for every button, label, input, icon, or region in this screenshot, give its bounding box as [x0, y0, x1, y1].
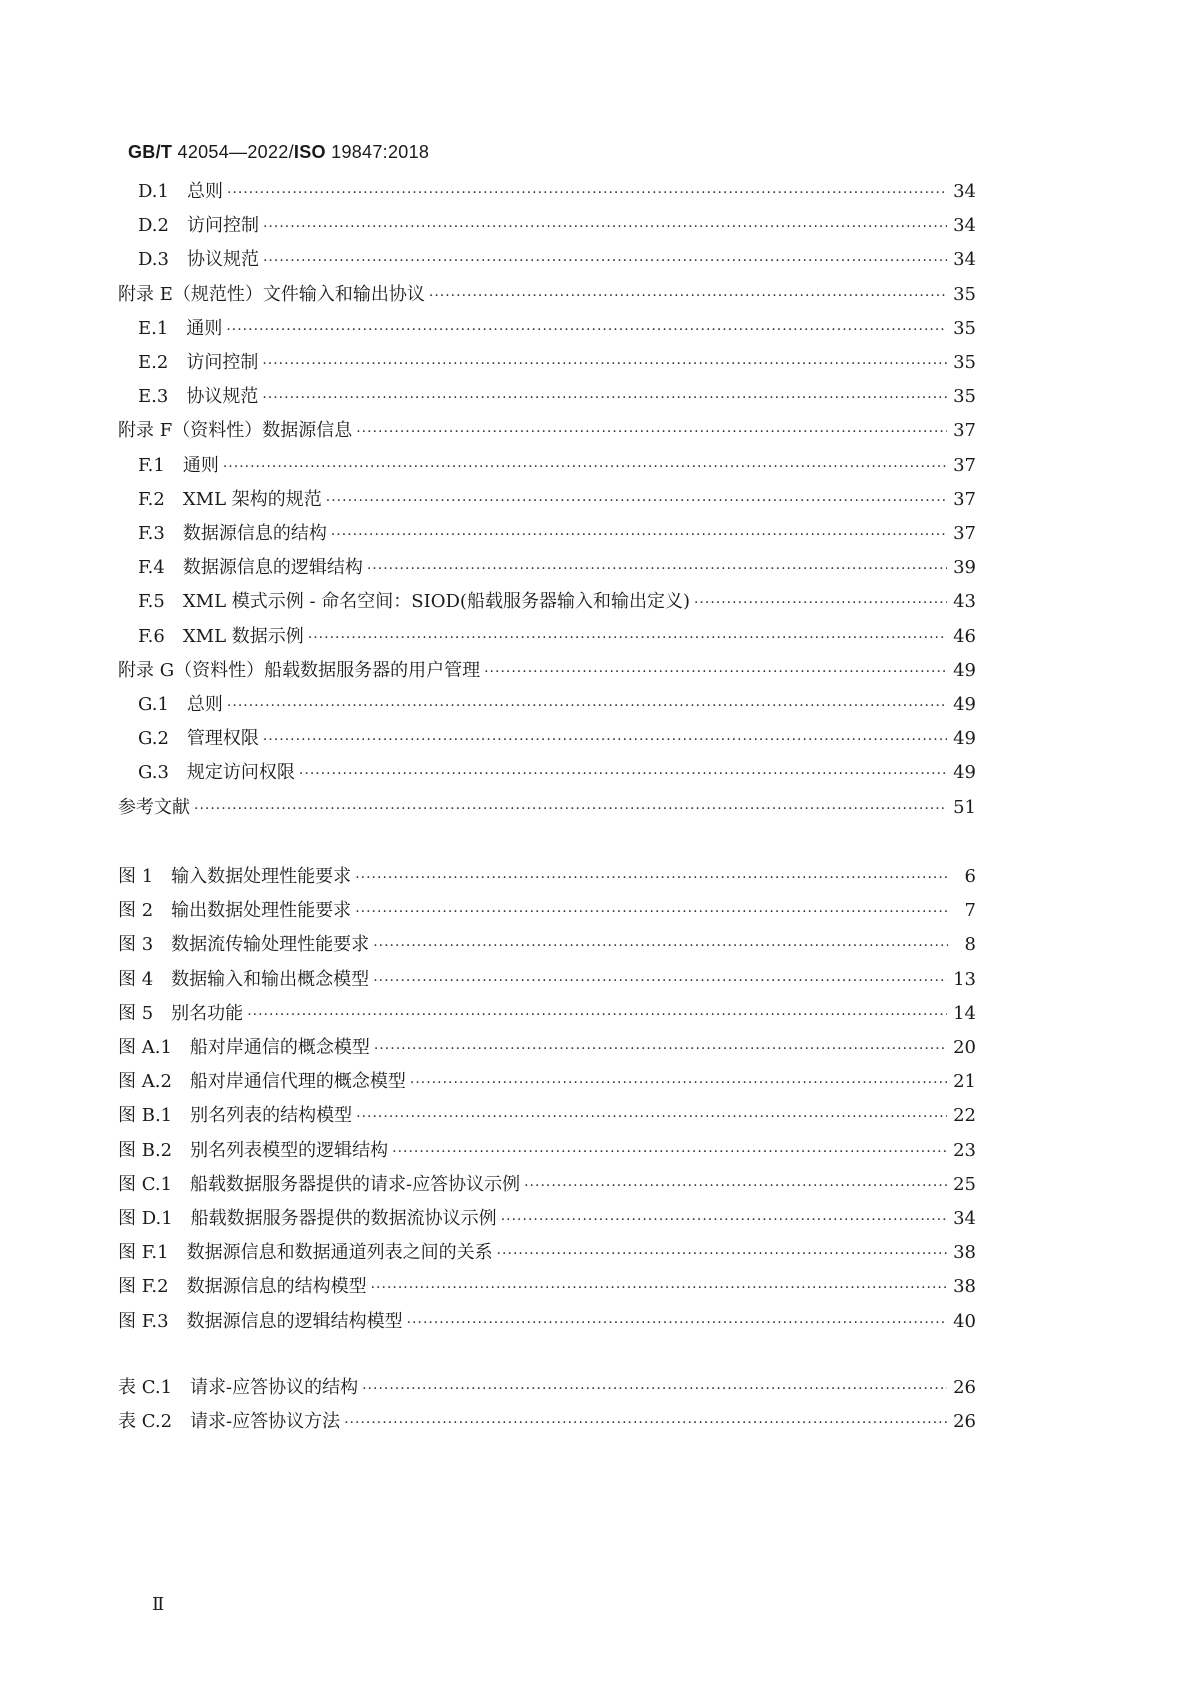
toc-entry[interactable]	[118, 1001, 976, 1027]
toc-entry[interactable]	[138, 555, 976, 581]
toc-entry[interactable]	[118, 282, 976, 308]
toc-entry[interactable]	[118, 1409, 976, 1435]
toc-leader-dots	[484, 659, 947, 685]
toc-leader-dots	[262, 351, 947, 377]
toc-entry-label: 图 F.2 数据源信息的结构模型	[118, 1276, 367, 1298]
toc-entry-label: 图 2 输出数据处理性能要求	[118, 900, 352, 922]
toc-entry-label: D.1 总则	[138, 181, 223, 202]
toc-entry[interactable]	[138, 179, 976, 205]
toc-leader-dots	[524, 1173, 947, 1199]
toc-entry-page: 49	[953, 659, 976, 681]
toc-leader-dots	[429, 283, 947, 309]
toc-leader-dots	[355, 899, 948, 925]
toc-entry-page: 34	[953, 1208, 976, 1229]
toc-entry-label: 参考文献	[118, 796, 190, 818]
toc-entry-label: F.5 XML 模式示例 - 命名空间：SIOD(船载服务器输入和输出定义)	[138, 591, 690, 613]
toc-leader-dots	[371, 1275, 948, 1301]
toc-entry[interactable]	[138, 213, 976, 239]
toc-entry[interactable]	[118, 1103, 976, 1129]
toc-entry[interactable]	[138, 350, 976, 376]
toc-entry-label: 图 A.1 船对岸通信的概念模型	[118, 1037, 370, 1058]
toc-leader-dots	[374, 1036, 947, 1062]
toc-entry[interactable]	[138, 726, 976, 752]
toc-leader-dots	[497, 1241, 948, 1267]
toc-leader-dots	[326, 488, 947, 514]
toc-leader-dots	[410, 1070, 947, 1096]
toc-entry-page: 22	[953, 1105, 976, 1127]
iso-code: 19847:2018	[325, 142, 430, 162]
toc-entry-label: 图 F.3 数据源信息的逻辑结构模型	[118, 1310, 403, 1332]
toc-leader-dots	[227, 693, 947, 719]
toc-entry-label: 附录 E（规范性）文件输入和输出协议	[118, 283, 425, 305]
toc-entry-page: 6	[964, 866, 976, 887]
toc-entry-page: 35	[953, 352, 976, 373]
toc-entry[interactable]	[118, 1309, 976, 1335]
toc-leader-dots	[263, 727, 947, 753]
toc-entry-page: 34	[953, 181, 976, 202]
toc-entry-label: 附录 F（资料性）数据源信息	[118, 420, 353, 442]
toc-entry-page: 51	[953, 796, 976, 818]
toc-entry[interactable]	[118, 418, 976, 444]
toc-entry-page: 14	[953, 1002, 976, 1024]
toc-entry[interactable]	[118, 1240, 976, 1266]
toc-entry-label: F.6 XML 数据示例	[138, 625, 304, 647]
toc-entry-page: 40	[953, 1310, 976, 1332]
toc-entry-page: 34	[953, 215, 976, 237]
toc-entry-page: 26	[953, 1377, 976, 1398]
toc-entry-page: 49	[953, 728, 976, 750]
toc-entry[interactable]	[138, 384, 976, 410]
toc-entry-page: 38	[953, 1242, 976, 1264]
toc-entry[interactable]	[118, 967, 976, 993]
toc-entry-page: 39	[953, 557, 976, 579]
page-number: Ⅱ	[152, 1594, 165, 1615]
standard-prefix: GB/T	[128, 142, 173, 162]
toc-entry-label: 图 B.1 别名列表的结构模型	[118, 1105, 353, 1127]
toc-entry-page: 37	[953, 420, 976, 442]
toc-leader-dots	[331, 522, 947, 548]
toc-leader-dots	[344, 1410, 947, 1436]
toc-entry-label: F.3 数据源信息的结构	[138, 523, 327, 544]
toc-entry-page: 35	[953, 386, 976, 408]
toc-entry-label: G.3 规定访问权限	[138, 762, 295, 784]
toc-entry-page: 49	[953, 762, 976, 784]
toc-entry[interactable]	[118, 1035, 976, 1061]
toc-entry[interactable]	[138, 521, 976, 547]
toc-entry-label: 表 C.2 请求-应答协议方法	[118, 1411, 341, 1433]
toc-entry-page: 8	[964, 934, 976, 956]
toc-entry-label: G.2 管理权限	[138, 728, 259, 750]
toc-entry-label: 表 C.1 请求-应答协议的结构	[118, 1377, 359, 1398]
iso-prefix: ISO	[293, 142, 326, 162]
toc-entry-label: 图 B.2 别名列表模型的逻辑结构	[118, 1139, 389, 1161]
toc-entry-page: 25	[953, 1173, 976, 1195]
toc-leader-dots	[501, 1207, 947, 1233]
toc-entry-label: 图 C.1 船载数据服务器提供的请求-应答协议示例	[118, 1173, 521, 1195]
toc-leader-dots	[356, 1104, 947, 1130]
toc-leader-dots	[373, 968, 947, 994]
toc-entry-label: 图 5 别名功能	[118, 1002, 244, 1024]
toc-leader-dots	[367, 556, 947, 582]
toc-entry-page: 21	[953, 1071, 976, 1093]
toc-entry-page: 34	[953, 249, 976, 271]
toc-entry-page: 37	[953, 454, 976, 476]
toc-entry[interactable]	[138, 453, 976, 479]
toc-leader-dots	[262, 385, 947, 411]
toc-leader-dots	[223, 454, 947, 480]
toc-entry[interactable]	[138, 760, 976, 786]
toc-entry-label: D.2 访问控制	[138, 215, 259, 237]
toc-entry-label: 图 D.1 船载数据服务器提供的数据流协议示例	[118, 1208, 497, 1229]
toc-entry[interactable]	[138, 487, 976, 513]
toc-entry-page: 7	[964, 900, 976, 922]
toc-entry-page: 35	[953, 283, 976, 305]
toc-leader-dots	[392, 1139, 947, 1165]
toc-leader-dots	[226, 317, 947, 343]
toc-entry-page: 37	[953, 523, 976, 544]
toc-entry-label: F.2 XML 架构的规范	[138, 488, 322, 510]
toc-entry-page: 13	[953, 968, 976, 990]
toc-entry-label: E.1 通则	[138, 317, 223, 339]
toc-leader-dots	[373, 933, 948, 959]
toc-leader-dots	[263, 214, 947, 240]
toc-entry[interactable]	[118, 898, 976, 924]
toc-leader-dots	[356, 419, 947, 445]
toc-leader-dots	[194, 796, 947, 822]
toc-entry-page: 49	[953, 694, 976, 715]
toc-entry-page: 43	[953, 591, 976, 613]
toc-entry[interactable]	[138, 247, 976, 273]
toc-entry-page: 38	[953, 1276, 976, 1298]
toc-entry[interactable]	[118, 932, 976, 958]
toc-entry-page: 23	[953, 1139, 976, 1161]
toc-entry-label: F.4 数据源信息的逻辑结构	[138, 557, 363, 579]
toc-entry-page: 46	[953, 625, 976, 647]
toc-entry-label: 图 A.2 船对岸通信代理的概念模型	[118, 1071, 406, 1093]
toc-leader-dots	[355, 865, 948, 891]
toc-entry-label: F.1 通则	[138, 454, 219, 476]
toc-entry[interactable]	[118, 658, 976, 684]
toc-entry-label: E.2 访问控制	[138, 352, 259, 373]
toc-entry[interactable]	[138, 589, 976, 615]
toc-entry[interactable]	[138, 624, 976, 650]
standard-code: 42054—2022/	[172, 142, 294, 162]
toc-leader-dots	[247, 1002, 947, 1028]
toc-leader-dots	[694, 590, 947, 616]
toc-entry[interactable]	[118, 1069, 976, 1095]
toc-entry[interactable]	[118, 1138, 976, 1164]
toc-entry[interactable]	[118, 1172, 976, 1198]
toc-entry[interactable]	[138, 316, 976, 342]
toc-entry[interactable]	[118, 1375, 976, 1401]
toc-leader-dots	[263, 248, 947, 274]
toc-leader-dots	[227, 180, 947, 206]
toc-entry-label: 图 1 输入数据处理性能要求	[118, 866, 352, 887]
toc-entry[interactable]	[118, 795, 976, 821]
toc-leader-dots	[308, 625, 947, 651]
toc-entry[interactable]	[138, 692, 976, 718]
toc-entry-label: 图 4 数据输入和输出概念模型	[118, 968, 370, 990]
toc-entry-label: 图 F.1 数据源信息和数据通道列表之间的关系	[118, 1242, 493, 1264]
toc-entry-label: G.1 总则	[138, 694, 223, 715]
toc-entry-label: 图 3 数据流传输处理性能要求	[118, 934, 370, 956]
toc-entry-label: D.3 协议规范	[138, 249, 259, 271]
toc-leader-dots	[299, 761, 947, 787]
toc-entry-page: 37	[953, 488, 976, 510]
toc-entry-label: 附录 G（资料性）船载数据服务器的用户管理	[118, 659, 481, 681]
toc-entry-page: 20	[953, 1037, 976, 1058]
toc-leader-dots	[362, 1376, 947, 1402]
toc-leader-dots	[407, 1310, 948, 1336]
toc-entry[interactable]	[118, 1274, 976, 1300]
toc-entry-label: E.3 协议规范	[138, 386, 259, 408]
toc-entry[interactable]	[118, 864, 976, 890]
toc-entry-page: 26	[953, 1411, 976, 1433]
toc-entry-page: 35	[953, 317, 976, 339]
toc-entry[interactable]	[118, 1206, 976, 1232]
